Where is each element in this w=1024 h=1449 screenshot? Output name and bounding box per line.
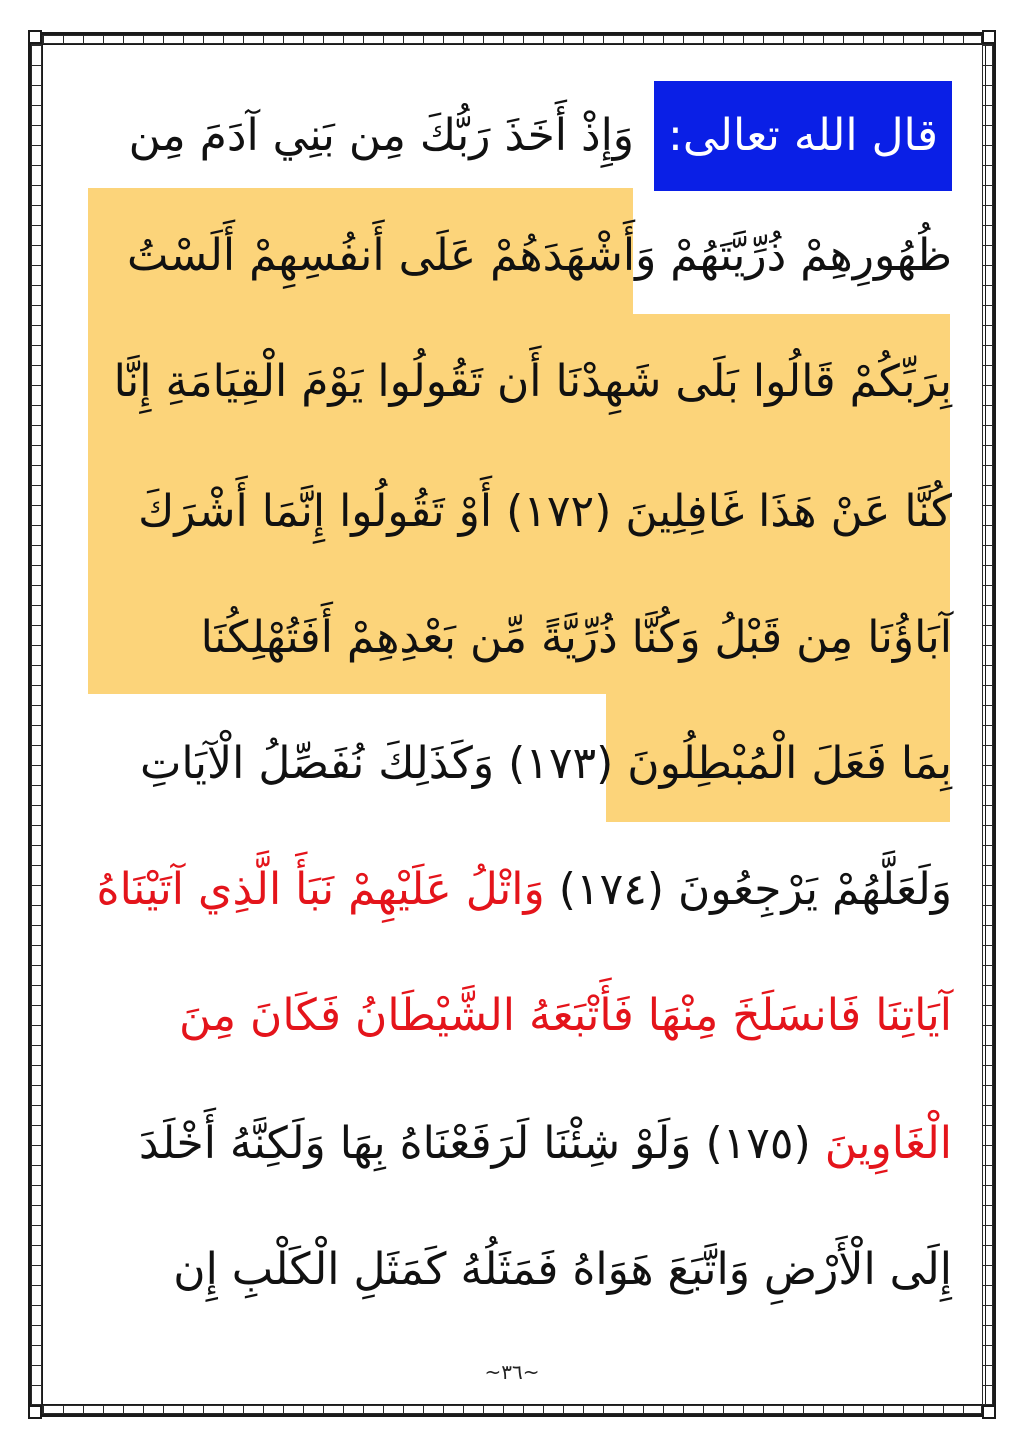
corner-ornament-top-left (28, 30, 42, 44)
verse-text: بِرَبِّكُمْ قَالُوا بَلَى شَهِدْنَا أَن تَقُولُوا يَوْمَ الْقِيَامَةِ إِنَّا (113, 356, 952, 407)
verse-text: ظُهُورِهِمْ ذُرِّيَّتَهُمْ وَأَشْهَدَهُمْ عَلَى أَنفُسِهِمْ أَلَسْتُ (127, 230, 952, 281)
border-strip-top (42, 35, 982, 44)
verse-text: إِلَى الْأَرْضِ وَاتَّبَعَ هَوَاهُ فَمَثَلُهُ كَمَثَلِ الْكَلْبِ إِن (173, 1244, 952, 1295)
verse-text-red: آيَاتِنَا فَانسَلَخَ مِنْهَا فَأَتْبَعَهُ الشَّيْطَانُ فَكَانَ مِنَ (178, 990, 952, 1041)
heading-label: قال الله تعالى: (654, 81, 952, 191)
verse-text: وَلَعَلَّهُمْ يَرْجِعُونَ (١٧٤) (544, 864, 952, 915)
corner-ornament-bottom-right (982, 1405, 996, 1419)
verse-line-5 (72, 582, 952, 694)
verse-line-6 (72, 708, 952, 820)
verse-line-3 (72, 326, 952, 438)
verse-text: آبَاؤُنَا مِن قَبْلُ وَكُنَّا ذُرِّيَّةً مِّن بَعْدِهِمْ أَفَتُهْلِكُنَا (200, 612, 952, 663)
verse-line-9 (72, 1088, 952, 1200)
verse-text-red: وَاتْلُ عَلَيْهِمْ نَبَأَ الَّذِي آتَيْنَاهُ (96, 864, 545, 915)
verse-text: وَإِذْ أَخَذَ رَبُّكَ مِن بَنِي آدَمَ مِن (128, 110, 635, 161)
verse-line-1 (72, 80, 952, 192)
verse-line-8 (72, 960, 952, 1072)
border-strip-left (31, 44, 42, 1405)
verse-line-2 (72, 200, 952, 312)
verse-text-red: الْغَاوِينَ (824, 1118, 952, 1169)
verse-line-7 (72, 834, 952, 946)
corner-ornament-top-right (982, 30, 996, 44)
verse-text: (١٧٥) وَلَوْ شِئْنَا لَرَفَعْنَاهُ بِهَا وَلَكِنَّهُ أَخْلَدَ (138, 1118, 811, 1169)
border-strip-bottom (42, 1405, 982, 1414)
verse-text: بِمَا فَعَلَ الْمُبْطِلُونَ (١٧٣) وَكَذَلِكَ نُفَصِّلُ الْآيَاتِ (139, 738, 952, 789)
verse-text: كُنَّا عَنْ هَذَا غَافِلِينَ (١٧٢) أَوْ تَقُولُوا إِنَّمَا أَشْرَكَ (138, 486, 952, 537)
verse-line-10 (72, 1214, 952, 1326)
border-strip-right (982, 44, 993, 1405)
corner-ornament-bottom-left (28, 1405, 42, 1419)
verse-line-4 (72, 456, 952, 568)
page-number: ~٣٦~ (484, 1360, 540, 1384)
